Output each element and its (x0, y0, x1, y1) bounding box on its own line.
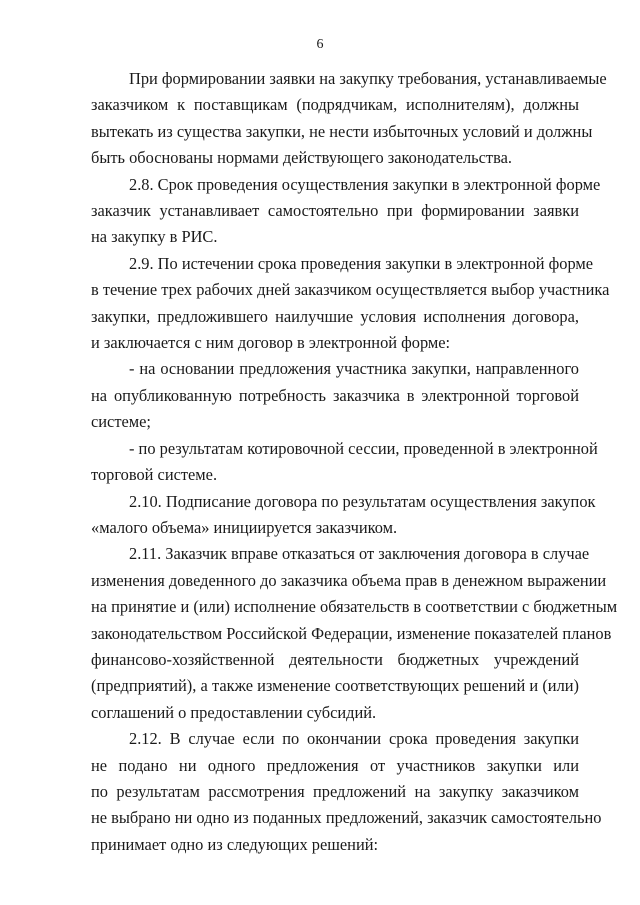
text-line: в течение трех рабочих дней заказчиком осуществляется выбор участника (91, 280, 610, 300)
text-line: заказчик устанавливает самостоятельно при формировании заявки (91, 201, 579, 221)
paragraph-intro (91, 66, 607, 172)
text-line: закупки, предложившего наилучшие условия исполнения договора, (91, 306, 579, 326)
text-line: При формировании заявки на закупку требования, устанавливаемые (129, 69, 607, 88)
text-line: изменения доведенного до заказчика объема прав в денежном выражении (91, 570, 607, 590)
text-line: вытекать из существа закупки, не нести избыточных условий и должны (91, 121, 593, 141)
text-line: (предприятий), а также изменение соответствующих решений и (или) (91, 676, 579, 696)
text-line: 2.12. В случае если по окончании срока проведения закупки (129, 729, 579, 749)
paragraph-2-9-item-b (91, 436, 598, 489)
paragraph-2-9 (91, 251, 610, 357)
page-number: 6 (316, 37, 324, 52)
text-line: принимает одно из следующих решений: (91, 834, 379, 854)
text-line: 2.11. Заказчик вправе отказаться от заключения договора в случае (129, 544, 590, 564)
text-line: на принятие и (или) исполнение обязательств в соответствии с бюджетным (91, 597, 618, 617)
document-body (91, 66, 618, 858)
text-line: не выбрано ни одно из поданных предложений, заказчик самостоятельно (91, 808, 602, 828)
text-line: - по результатам котировочной сессии, проведенной в электронной (129, 438, 598, 458)
paragraph-2-12 (91, 726, 602, 858)
text-line: на закупку в РИС. (91, 227, 218, 247)
text-line: законодательством Российской Федерации, изменение показателей планов (91, 623, 612, 643)
text-line: - на основании предложения участника закупки, направленного (129, 359, 579, 379)
text-line: финансово-хозяйственной деятельности бюджетных учреждений (91, 649, 579, 669)
text-line: на опубликованную потребность заказчика в электронной торговой (91, 385, 579, 405)
text-line: системе; (91, 412, 151, 432)
text-line: торговой системе. (91, 465, 218, 485)
text-line: по результатам рассмотрения предложений на закупку заказчиком (91, 781, 579, 801)
text-line: 2.8. Срок проведения осуществления закупки в электронной форме (129, 174, 601, 194)
paragraph-2-10 (91, 489, 596, 542)
text-line: 2.9. По истечении срока проведения закупки в электронной форме (129, 253, 594, 273)
text-line: 2.10. Подписание договора по результатам осуществления закупок (129, 491, 596, 511)
text-line: соглашений о предоставлении субсидий. (91, 702, 377, 722)
paragraph-2-9-item-a (91, 356, 579, 435)
text-line: быть обоснованы нормами действующего законодательства. (91, 148, 512, 168)
text-line: не подано ни одного предложения от участников закупки или (91, 755, 579, 775)
paragraph-2-8 (91, 172, 601, 251)
text-line: «малого объема» инициируется заказчиком. (91, 517, 398, 537)
text-line: и заключается с ним договор в электронной форме: (91, 333, 451, 353)
text-line: заказчиком к поставщикам (подрядчикам, исполнителям), должны (91, 95, 579, 115)
paragraph-2-11 (91, 541, 618, 726)
